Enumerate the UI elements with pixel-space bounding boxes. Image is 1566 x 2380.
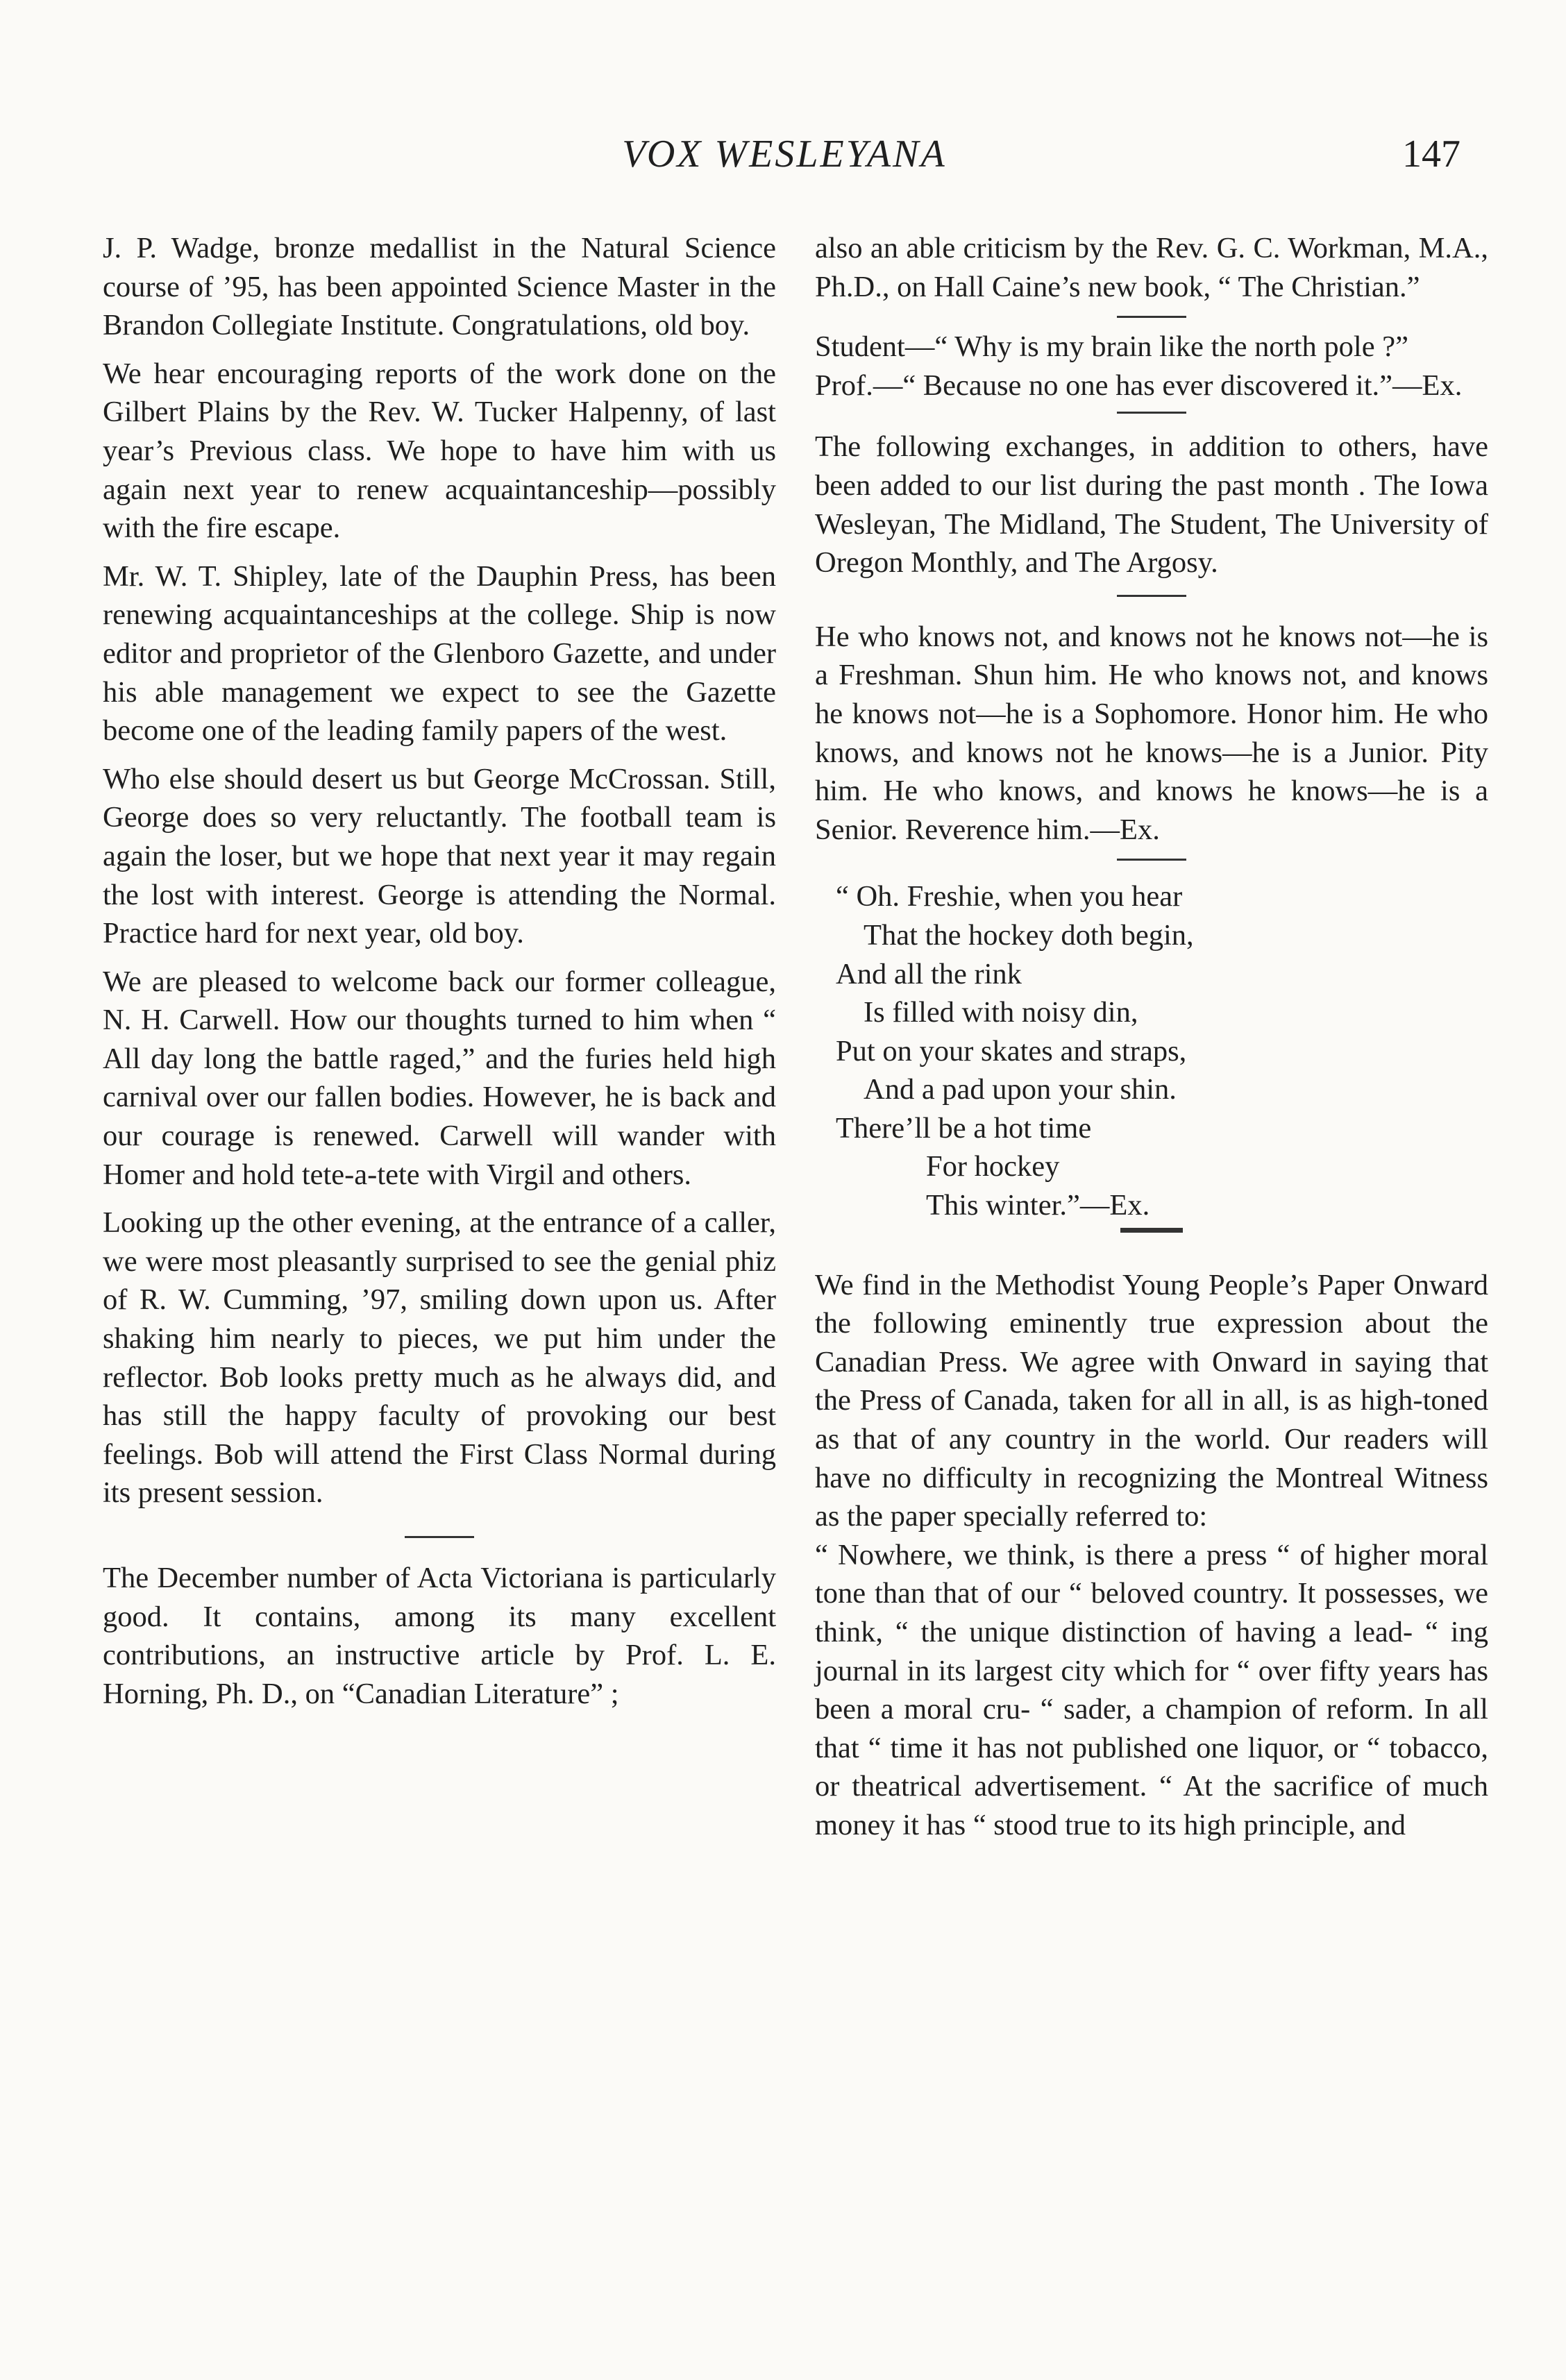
section-divider bbox=[1117, 412, 1186, 414]
paragraph-cumming: Looking up the other evening, at the entrance of a caller, we were most pleasantly surprised to see the genial phiz of R. W. Cumming, ’97, smiling down upon us. After shaking him nearly to pieces, we put him under the reflector. Bob looks pretty much as he always did, and has still the happy faculty of provoking our best feelings. Bob will attend the First Class Normal during its present session. bbox=[103, 1206, 776, 1510]
paragraph-acta-victoriana: The December number of Acta Victoriana is particularly good. It contains, among its many excellent contributions, an instructive article by Prof. L. E. Horning, Ph. D., on “Canadian Literature” ; bbox=[103, 1562, 776, 1710]
poem-line: “ Oh. Freshie, when you hear bbox=[836, 880, 1183, 913]
section-divider bbox=[1117, 595, 1186, 597]
poem-line: And a pad upon your shin. bbox=[864, 1073, 1177, 1106]
poem-line: For hockey bbox=[926, 1150, 1060, 1183]
section-divider bbox=[1117, 316, 1186, 318]
page-header bbox=[0, 132, 1566, 194]
section-divider bbox=[1120, 1228, 1183, 1233]
section-divider bbox=[1117, 859, 1186, 861]
paragraph-halpenny: We hear encouraging reports of the work done on the Gilbert Plains by the Rev. W. Tucker Halpenny, of last year’s Previous class. We hope to have him with us again next year to renew acquaintanceship—possibly with the fire escape. bbox=[103, 357, 776, 545]
left-column bbox=[103, 229, 776, 1713]
paragraph-shipley: Mr. W. T. Shipley, late of the Dauphin Press, has been renewing acquaintanceships at the college. Ship is now editor and proprietor of the Glenboro Gazette, and under his able management we expect to see the Gazette become one of the leading family papers of the west. bbox=[103, 559, 776, 748]
paragraph-exchanges: The following exchanges, in addition to others, have been added to our list during the past month . The Iowa Wesleyan, The Midland, The Student, The University of Oregon Monthly, and The Argosy. bbox=[815, 430, 1488, 580]
paragraph-mccrossan: Who else should desert us but George McCrossan. Still, George does so very reluctantly. The football team is again the loser, but we hope that next year it may regain the lost with interest. George is attending the Normal. Practice hard for next year, old boy. bbox=[103, 762, 776, 950]
hockey-poem bbox=[836, 877, 1488, 1224]
poem-line: Is filled with noisy din, bbox=[864, 996, 1138, 1029]
joke-prof-line: Prof.—“ Because no one has ever discovered it.”—Ex. bbox=[815, 369, 1463, 402]
paragraph-knows: He who knows not, and knows not he knows not—he is a Freshman. Shun him. He who knows not, and knows he knows not—he is a Sophomore. Honor him. He who knows, and knows not he knows—he is a Junior. Pity him. He who knows, and knows he knows—he is a Senior. Reverence him.—Ex. bbox=[815, 620, 1488, 846]
section-divider bbox=[405, 1536, 474, 1538]
running-title: VOX WESLEYANA bbox=[622, 133, 947, 176]
paragraph-onward-quote: “ Nowhere, we think, is there a press “ of higher moral tone than that of our “ beloved country. It possesses, we think, “ the unique distinction of having a lead- “ ing journal in its largest city which for “ over fifty years has been a moral cru- “ sader, a champion of reform. In all that “ time it has not published one liquor, or “ tobacco, or theatrical advertisement. “ At the sacrifice of much money it has “ stood true to its high principle, and bbox=[815, 1538, 1488, 1841]
joke-student-line: Student—“ Why is my brain like the north pole ?” bbox=[815, 330, 1408, 364]
paragraph-carwell: We are pleased to welcome back our former colleague, N. H. Carwell. How our thoughts turned to him when “ All day long the battle raged,” and the furies held high carnival over our fallen bodies. However, he is back and our courage is renewed. Carwell will wander with Homer and hold tete-a-tete with Virgil and others. bbox=[103, 965, 776, 1191]
paragraph-onward-intro: We find in the Methodist Young People’s Paper Onward the following eminently true expression about the Canadian Press. We agree with Onward in saying that the Press of Canada, taken for all in all, is as high-toned as that of any country in the world. Our readers will have no difficulty in recognizing the Montreal Witness as the paper specially referred to: bbox=[815, 1268, 1488, 1533]
poem-line: And all the rink bbox=[836, 957, 1022, 990]
poem-line: Put on your skates and straps, bbox=[836, 1034, 1187, 1067]
page-number: 147 bbox=[1402, 133, 1460, 176]
poem-line: This winter.”—Ex. bbox=[926, 1189, 1150, 1222]
right-column bbox=[815, 229, 1488, 1845]
poem-line: That the hockey doth begin, bbox=[864, 918, 1194, 952]
paragraph-continuation: also an able criticism by the Rev. G. C. Workman, M.A., Ph.D., on Hall Caine’s new book, “ The Christian.” bbox=[815, 232, 1488, 303]
paragraph-wadge: J. P. Wadge, bronze medallist in the Natural Science course of ’95, has been appointed Science Master in the Brandon Collegiate Institute. Congratulations, old boy. bbox=[103, 232, 776, 342]
poem-line: There’ll be a hot time bbox=[836, 1111, 1092, 1145]
